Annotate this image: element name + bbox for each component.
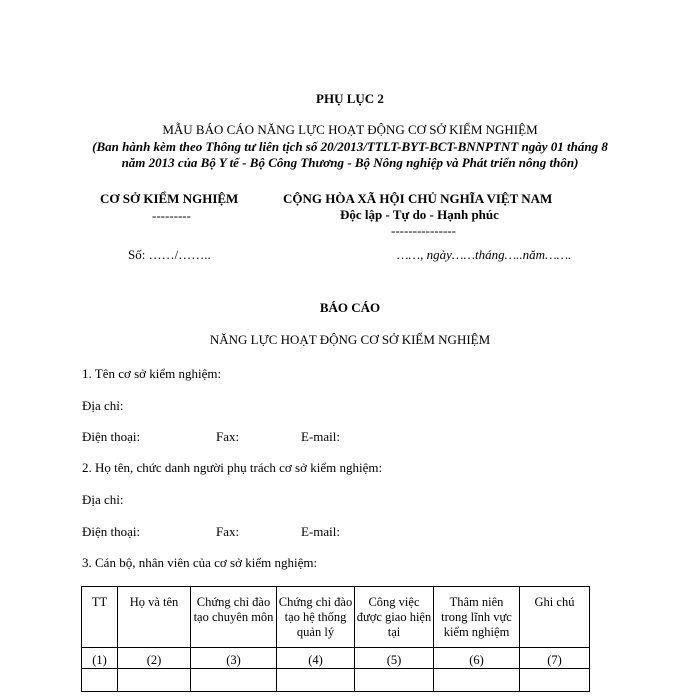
organization-divider: --------- <box>152 208 191 223</box>
table-cell <box>191 669 277 692</box>
column-number: (3) <box>191 648 277 669</box>
column-header-seniority: Thâm niên trong lĩnh vực kiểm nghiệm <box>434 587 520 648</box>
section-2-heading: 2. Họ tên, chức danh người phụ trách cơ sở kiểm nghiệm: <box>82 460 383 475</box>
republic-title: CỘNG HÒA XÃ HỘI CHỦ NGHĨA VIỆT NAM <box>283 191 553 206</box>
section-2-phone-label: Điện thoại: <box>82 524 141 539</box>
staff-table <box>81 586 590 692</box>
column-header-tt: TT <box>82 587 118 648</box>
section-1-address-label: Địa chỉ: <box>82 398 124 413</box>
column-number: (4) <box>277 648 355 669</box>
table-cell <box>434 669 520 692</box>
table-cell <box>355 669 434 692</box>
document-number: Số: ……/…….. <box>128 247 211 262</box>
section-1-fax-label: Fax: <box>216 429 240 444</box>
report-subtitle: NĂNG LỰC HOẠT ĐỘNG CƠ SỞ KIỂM NGHIỆM <box>209 332 491 347</box>
section-1-phone-label: Điện thoại: <box>82 429 141 444</box>
table-number-row <box>82 648 590 669</box>
column-header-professional-certificate: Chứng chỉ đào tạo chuyên môn <box>191 587 277 648</box>
table-cell <box>118 669 191 692</box>
national-motto: Độc lập - Tự do - Hạnh phúc <box>340 207 499 222</box>
table-cell <box>277 669 355 692</box>
organization-name: CƠ SỞ KIỂM NGHIỆM <box>100 191 239 206</box>
column-number: (1) <box>82 648 118 669</box>
section-3-heading: 3. Cán bộ, nhân viên của cơ sở kiểm nghiệm: <box>82 555 318 570</box>
appendix-title: PHỤ LỤC 2 <box>316 91 384 106</box>
table-row <box>82 669 590 692</box>
section-2-fax-label: Fax: <box>216 524 240 539</box>
section-1-heading: 1. Tên cơ sở kiểm nghiệm: <box>82 366 222 381</box>
motto-divider: --------------- <box>391 223 456 238</box>
table-cell <box>520 669 590 692</box>
section-1-email-label: E-mail: <box>301 429 340 444</box>
column-number: (2) <box>118 648 191 669</box>
column-header-full-name: Họ và tên <box>118 587 191 648</box>
section-2-email-label: E-mail: <box>301 524 340 539</box>
form-title: MẪU BÁO CÁO NĂNG LỰC HOẠT ĐỘNG CƠ SỞ KIỂM NGHIỆM <box>162 122 538 137</box>
column-header-current-assignment: Công việc được giao hiện tại <box>355 587 434 648</box>
date-line: ……, ngày……tháng…..năm……. <box>397 247 572 262</box>
table-cell <box>82 669 118 692</box>
column-header-management-certificate: Chứng chỉ đào tạo hệ thống quản lý <box>277 587 355 648</box>
table-header-row <box>82 587 590 648</box>
column-number: (7) <box>520 648 590 669</box>
column-number: (6) <box>434 648 520 669</box>
column-header-notes: Ghi chú <box>520 587 590 648</box>
section-2-address-label: Địa chỉ: <box>82 492 124 507</box>
issuance-note-line-1: (Ban hành kèm theo Thông tư liên tịch số 20/2013/TTLT-BYT-BCT-BNNPTNT ngày 01 tháng 8 <box>92 139 608 154</box>
report-title: BÁO CÁO <box>319 300 381 315</box>
column-number: (5) <box>355 648 434 669</box>
issuance-note-line-2: năm 2013 của Bộ Y tế - Bộ Công Thương - Bộ Nông nghiệp và Phát triển nông thôn) <box>121 155 579 170</box>
